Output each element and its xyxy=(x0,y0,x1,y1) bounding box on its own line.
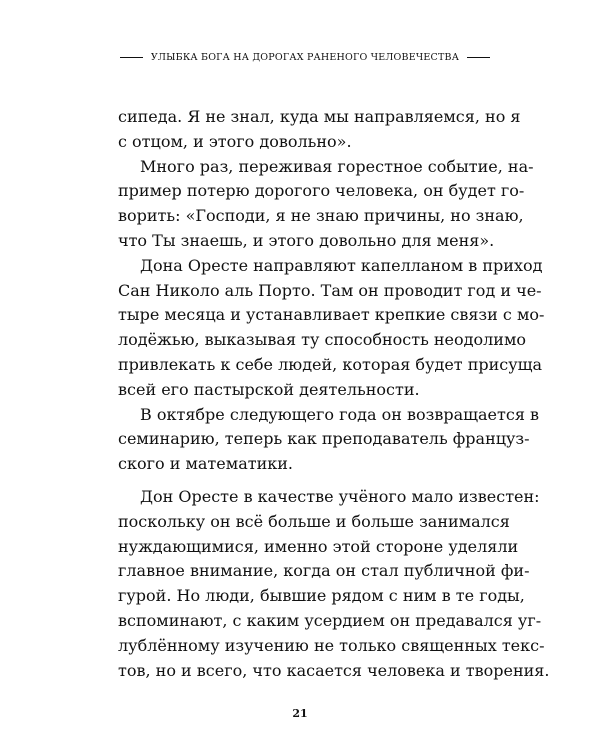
page-number: 21 xyxy=(292,707,308,720)
running-header xyxy=(120,52,490,63)
text-line: вспоминают, с каким усердием он предавался уг- xyxy=(118,610,542,630)
text-block-1 xyxy=(118,105,545,477)
text-line: гурой. Но люди, бывшие рядом с ним в те годы, xyxy=(118,586,525,606)
paragraph xyxy=(118,105,521,155)
text-line: Сан Николо аль Порто. Там он проводит год и че- xyxy=(118,280,542,300)
text-line: тыре месяца и устанавливает крепкие связи с мо- xyxy=(118,305,545,325)
text-line: лублённому изучению не только священных текс- xyxy=(118,635,545,655)
text-line: нуждающимися, именно этой стороне уделяли xyxy=(118,536,519,556)
text-line: семинарию, теперь как преподаватель француз- xyxy=(118,429,530,449)
text-line: Дона Оресте направляют капелланом в приход xyxy=(140,255,543,275)
paragraph xyxy=(118,485,550,683)
text-line: ского и математики. xyxy=(118,454,293,474)
text-line: поскольку он всё больше и больше занимался xyxy=(118,511,510,531)
text-line: сипеда. Я не знал, куда мы направляемся, но я xyxy=(118,107,521,126)
text-line: главное внимание, когда он стал публичной фи- xyxy=(118,561,530,581)
paragraph xyxy=(118,254,545,403)
paragraph xyxy=(118,155,534,254)
text-block-2 xyxy=(118,485,550,683)
text-line: привлекать к себе людей, которая будет присуща xyxy=(118,354,543,374)
text-line: Дон Оресте в качестве учёного мало известен: xyxy=(140,487,540,506)
text-line: с отцом, и этого довольно». xyxy=(118,131,352,151)
running-header-title: УЛЫБКА БОГА НА ДОРОГАХ РАНЕНОГО ЧЕЛОВЕЧЕСТВА xyxy=(150,52,460,63)
text-line: Много раз, переживая горестное событие, на- xyxy=(140,156,534,176)
header-rule-left xyxy=(120,57,143,58)
text-line: ворить: «Господи, я не знаю причины, но знаю, xyxy=(118,206,524,226)
text-line: что Ты знаешь, и этого довольно для меня». xyxy=(118,230,495,250)
paragraph xyxy=(118,403,539,477)
header-rule-right xyxy=(467,57,490,58)
text-line: всей его пастырской деятельности. xyxy=(118,379,420,399)
text-line: пример потерю дорогого человека, он будет го- xyxy=(118,181,525,201)
text-line: лодёжью, выказывая ту способность неодолимо xyxy=(118,330,527,350)
text-line: В октябре следующего года он возвращается в xyxy=(140,404,539,424)
text-line: тов, но и всего, что касается человека и творения. xyxy=(118,660,550,680)
